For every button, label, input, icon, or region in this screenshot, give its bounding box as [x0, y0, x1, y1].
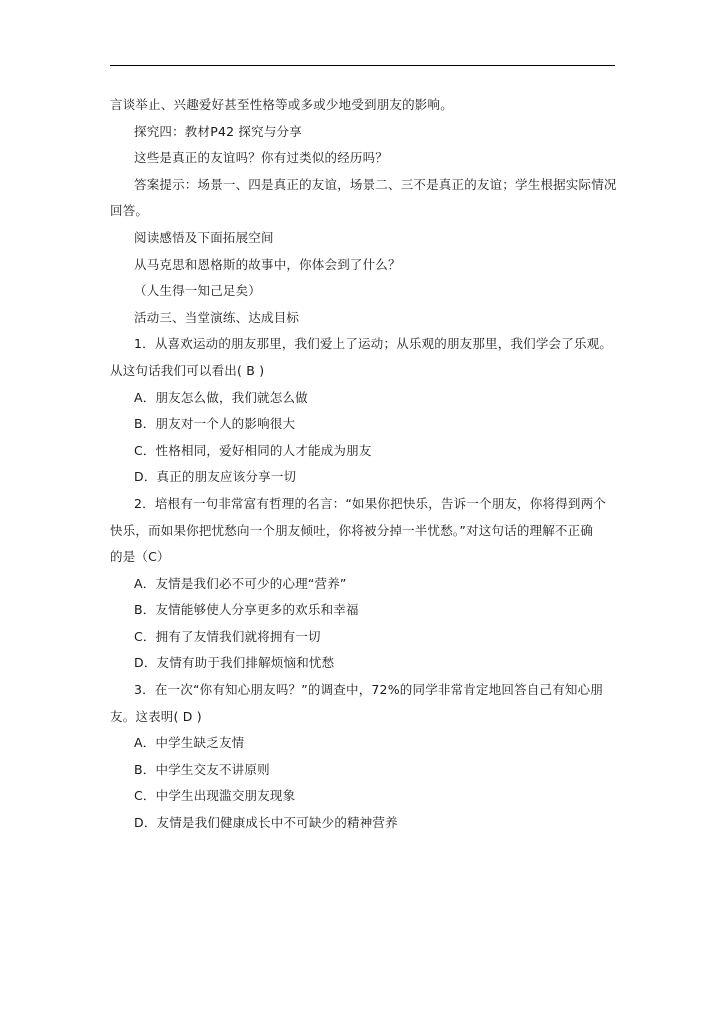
- question-3-option-d: D．友情是我们健康成长中不可缺少的精神营养: [134, 815, 398, 831]
- question-1-option-c: C．性格相同，爱好相同的人才能成为朋友: [134, 442, 372, 458]
- question-1-option-b: B．朋友对一个人的影响很大: [134, 416, 296, 432]
- question-1-option-d: D．真正的朋友应该分享一切: [134, 469, 297, 485]
- answer-hint: 答案提示：场景一、四是真正的友谊，场景二、三不是真正的友谊；学生根据实际情况: [134, 176, 617, 192]
- question-text: 这些是真正的友谊吗？你有过类似的经历吗？: [134, 150, 389, 166]
- question-2-option-d: D．友情有助于我们排解烦恼和忧愁: [134, 655, 335, 671]
- answer-hint-continued: 回答。: [110, 203, 149, 219]
- question-1: 1．从喜欢运动的朋友那里，我们爱上了运动；从乐观的朋友那里，我们学会了乐观。: [134, 336, 613, 352]
- question-2-continued: 的是（C）: [110, 549, 170, 565]
- header-rule: [110, 65, 615, 66]
- question-3-option-b: B．中学生交友不讲原则: [134, 761, 270, 777]
- answer-text: （人生得一知己足矣）: [134, 283, 262, 299]
- activity-heading: 活动三、当堂演练、达成目标: [134, 309, 300, 325]
- question-3-option-c: C．中学生出现滥交朋友现象: [134, 788, 296, 804]
- question-1-continued: 从这句话我们可以看出( B ): [110, 362, 265, 378]
- question-2-continued: 快乐，而如果你把忧愁向一个朋友倾吐，你将被分掉一半忧愁。”对这句话的理解不正确: [110, 522, 594, 538]
- question-text: 从马克思和恩格斯的故事中，你体会到了什么？: [134, 256, 401, 272]
- question-1-option-a: A．朋友怎么做，我们就怎么做: [134, 389, 308, 405]
- question-2: 2．培根有一句非常富有哲理的名言：“如果你把快乐，告诉一个朋友，你将得到两个: [134, 495, 607, 511]
- question-3-option-a: A．中学生缺乏友情: [134, 735, 245, 751]
- question-3: 3．在一次“你有知心朋友吗？”的调查中，72%的同学非常肯定地回答自己有知心朋: [134, 682, 603, 698]
- section-heading: 阅读感悟及下面拓展空间: [134, 229, 274, 245]
- question-2-option-b: B．友情能够使人分享更多的欢乐和幸福: [134, 602, 359, 618]
- section-heading: 探究四：教材P42 探究与分享: [134, 123, 302, 139]
- question-2-option-a: A．友情是我们必不可少的心理“营养”: [134, 575, 347, 591]
- text-line: 言谈举止、兴趣爱好甚至性格等或多或少地受到朋友的影响。: [110, 97, 453, 112]
- document-body: [110, 92, 620, 837]
- question-2-option-c: C．拥有了友情我们就将拥有一切: [134, 628, 321, 644]
- question-3-continued: 友。这表明( D ): [110, 708, 202, 724]
